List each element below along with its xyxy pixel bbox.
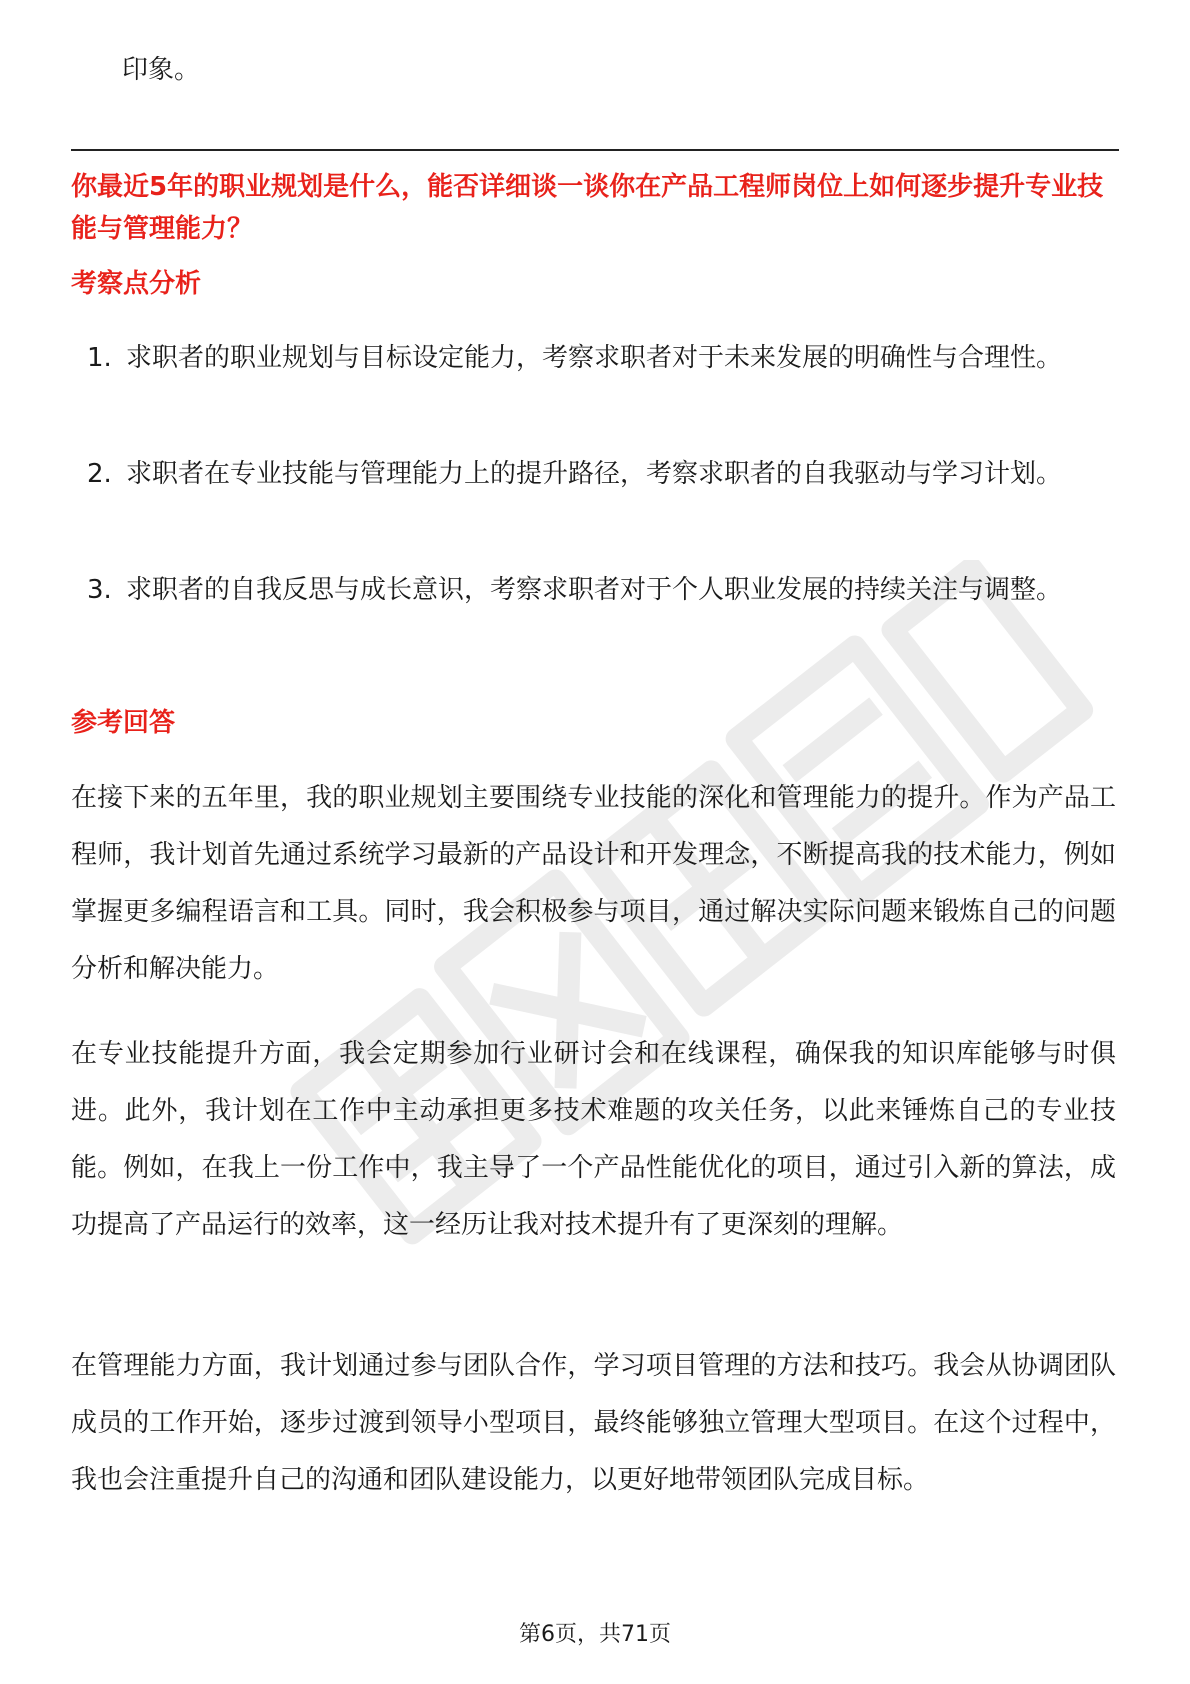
list-item	[0, 330, 1190, 446]
analysis-heading: 考察点分析	[71, 269, 202, 299]
list-item-text: 求职者的自我反思与成长意识，考察求职者对于个人职业发展的持续关注与调整。	[126, 575, 1063, 605]
list-item-number: 2.	[87, 459, 112, 489]
answer-heading: 参考回答	[71, 708, 176, 738]
list-item	[0, 562, 1190, 678]
section-divider	[71, 149, 1119, 151]
answer-paragraph: 在接下来的五年里，我的职业规划主要围绕专业技能的深化和管理能力的提升。作为产品工程师，我计划首先通过系统学习最新的产品设计和开发理念，不断提高我的技术能力，例如掌握更多编程语言和工具。同时，我会积极参与项目，通过解决实际问题来锻炼自己的问题分析和解决能力。	[71, 783, 1116, 984]
interview-question: 你最近5年的职业规划是什么，能否详细谈一谈你在产品工程师岗位上如何逐步提升专业技能与管理能力？	[71, 172, 1104, 244]
list-item-number: 3.	[87, 575, 112, 605]
page-number: 第6页，共71页	[519, 1622, 671, 1647]
list-item-text: 求职者在专业技能与管理能力上的提升路径，考察求职者的自我驱动与学习计划。	[126, 459, 1063, 489]
analysis-list	[0, 330, 1190, 678]
list-item-number: 1.	[87, 343, 112, 373]
answer-paragraph: 在管理能力方面，我计划通过参与团队合作，学习项目管理的方法和技巧。我会从协调团队成员的工作开始，逐步过渡到领导小型项目，最终能够独立管理大型项目。在这个过程中，我也会注重提升自己的沟通和团队建设能力，以更好地带领团队完成目标。	[71, 1351, 1116, 1495]
list-item	[0, 446, 1190, 562]
list-item-text: 求职者的职业规划与目标设定能力，考察求职者对于未来发展的明确性与合理性。	[126, 343, 1063, 373]
carryover-text: 印象。	[122, 55, 201, 85]
answer-paragraph: 在专业技能提升方面，我会定期参加行业研讨会和在线课程，确保我的知识库能够与时俱进。此外，我计划在工作中主动承担更多技术难题的攻关任务，以此来锤炼自己的专业技能。例如，在我上一份工作中，我主导了一个产品性能优化的项目，通过引入新的算法，成功提高了产品运行的效率，这一经历让我对技术提升有了更深刻的理解。	[71, 1039, 1116, 1240]
